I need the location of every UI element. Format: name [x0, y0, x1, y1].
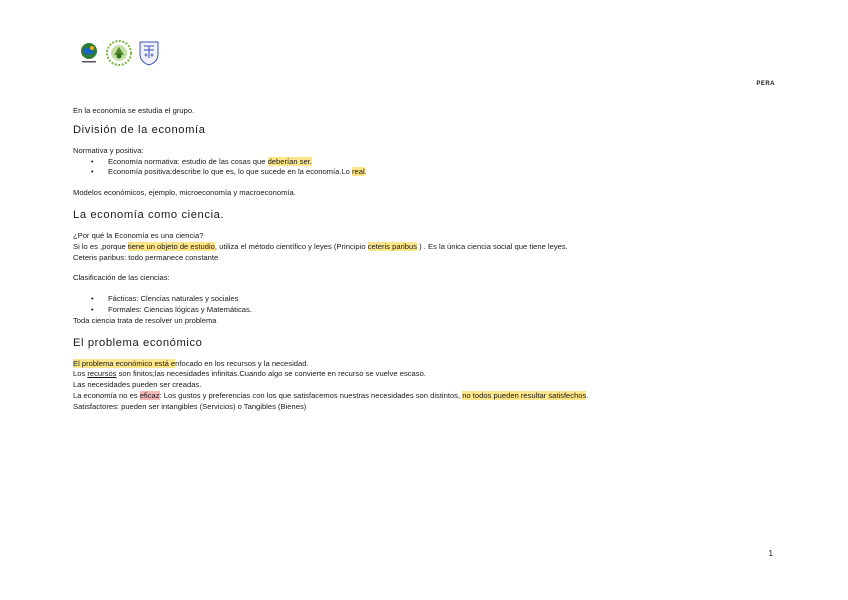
page-number: 1 [768, 549, 773, 558]
answer-text: Si lo es ,porque tiene un objeto de estudio, utiliza el método científico y leyes (Principio ceteris paribus ) . Es la única ciencia social que tiene leyes. [73, 241, 568, 251]
problem-line-1: El problema económico está enfocado en los recursos y la necesidad. [73, 358, 309, 368]
intro-text: En la economía se estudia el grupo. [73, 106, 195, 115]
list-item: • Fácticas: Clencias naturales y sociales [91, 294, 788, 305]
problem-line-5: Satisfactores: pueden ser intangibles (Servicios) o Tangibles (Bienes) [73, 401, 307, 411]
underlined-term: recursos [87, 369, 117, 379]
header-logos [78, 40, 160, 66]
closing-text: Toda ciencia trata de resolver un problema [73, 315, 217, 325]
document-body [73, 106, 788, 413]
normativa-label: Normativa y positiva: [73, 145, 144, 155]
document-code: PERA [756, 81, 775, 87]
list-item: • Economía normativa: estudio de las cosas que deberían ser. [91, 157, 788, 168]
highlight: tiene un objeto de estudio [127, 241, 215, 251]
models-text: Modelos económicos, ejemplo, microeconomía y macroeconomía. [73, 188, 296, 198]
highlight: ceteris paribus [367, 241, 418, 251]
highlight: deberían ser. [267, 156, 312, 166]
section-title-division: División de la economía [73, 123, 206, 136]
problem-line-4: La economía no es eficaz: Los gustos y preferencias con los que satisfacemos nuestras necesidades son distintos, no todos pueden resultar satisfechos. [73, 390, 589, 400]
classification-label: Clasificación de las ciencias: [73, 273, 170, 283]
list-item: • Formales: Ciencias lógicas y Matemáticas. [91, 305, 788, 316]
section-title-ciencia: La economía como ciencia. [73, 208, 225, 221]
list-item: • Economía positiva:describe lo que es, lo que sucede en la economía.Lo real. [91, 167, 788, 178]
university-seal-logo-icon [106, 40, 132, 66]
problem-line-3: Las necesidades pueden ser creadas. [73, 380, 202, 390]
problem-line-2: Los recursos son finitos;las necesidades infinitas.Cuando algo se convierte en recurso se vuelve escaso. [73, 369, 426, 379]
question-text: ¿Por qué la Economía es una ciencia? [73, 230, 204, 240]
highlight-red: eficaz [139, 390, 160, 400]
highlight: El problema económico está e [73, 358, 176, 368]
section-title-problema: El problema económico [73, 336, 203, 349]
shield-crest-logo-icon [138, 40, 160, 66]
ceteris-text: Ceteris paribus: todo permanece constante [73, 252, 219, 262]
globe-logo-icon [78, 40, 100, 66]
science-bullet-list [73, 294, 788, 316]
division-bullet-list [73, 157, 788, 179]
highlight: no todos pueden resultar satisfechos [462, 390, 587, 400]
highlight: real [352, 167, 365, 177]
